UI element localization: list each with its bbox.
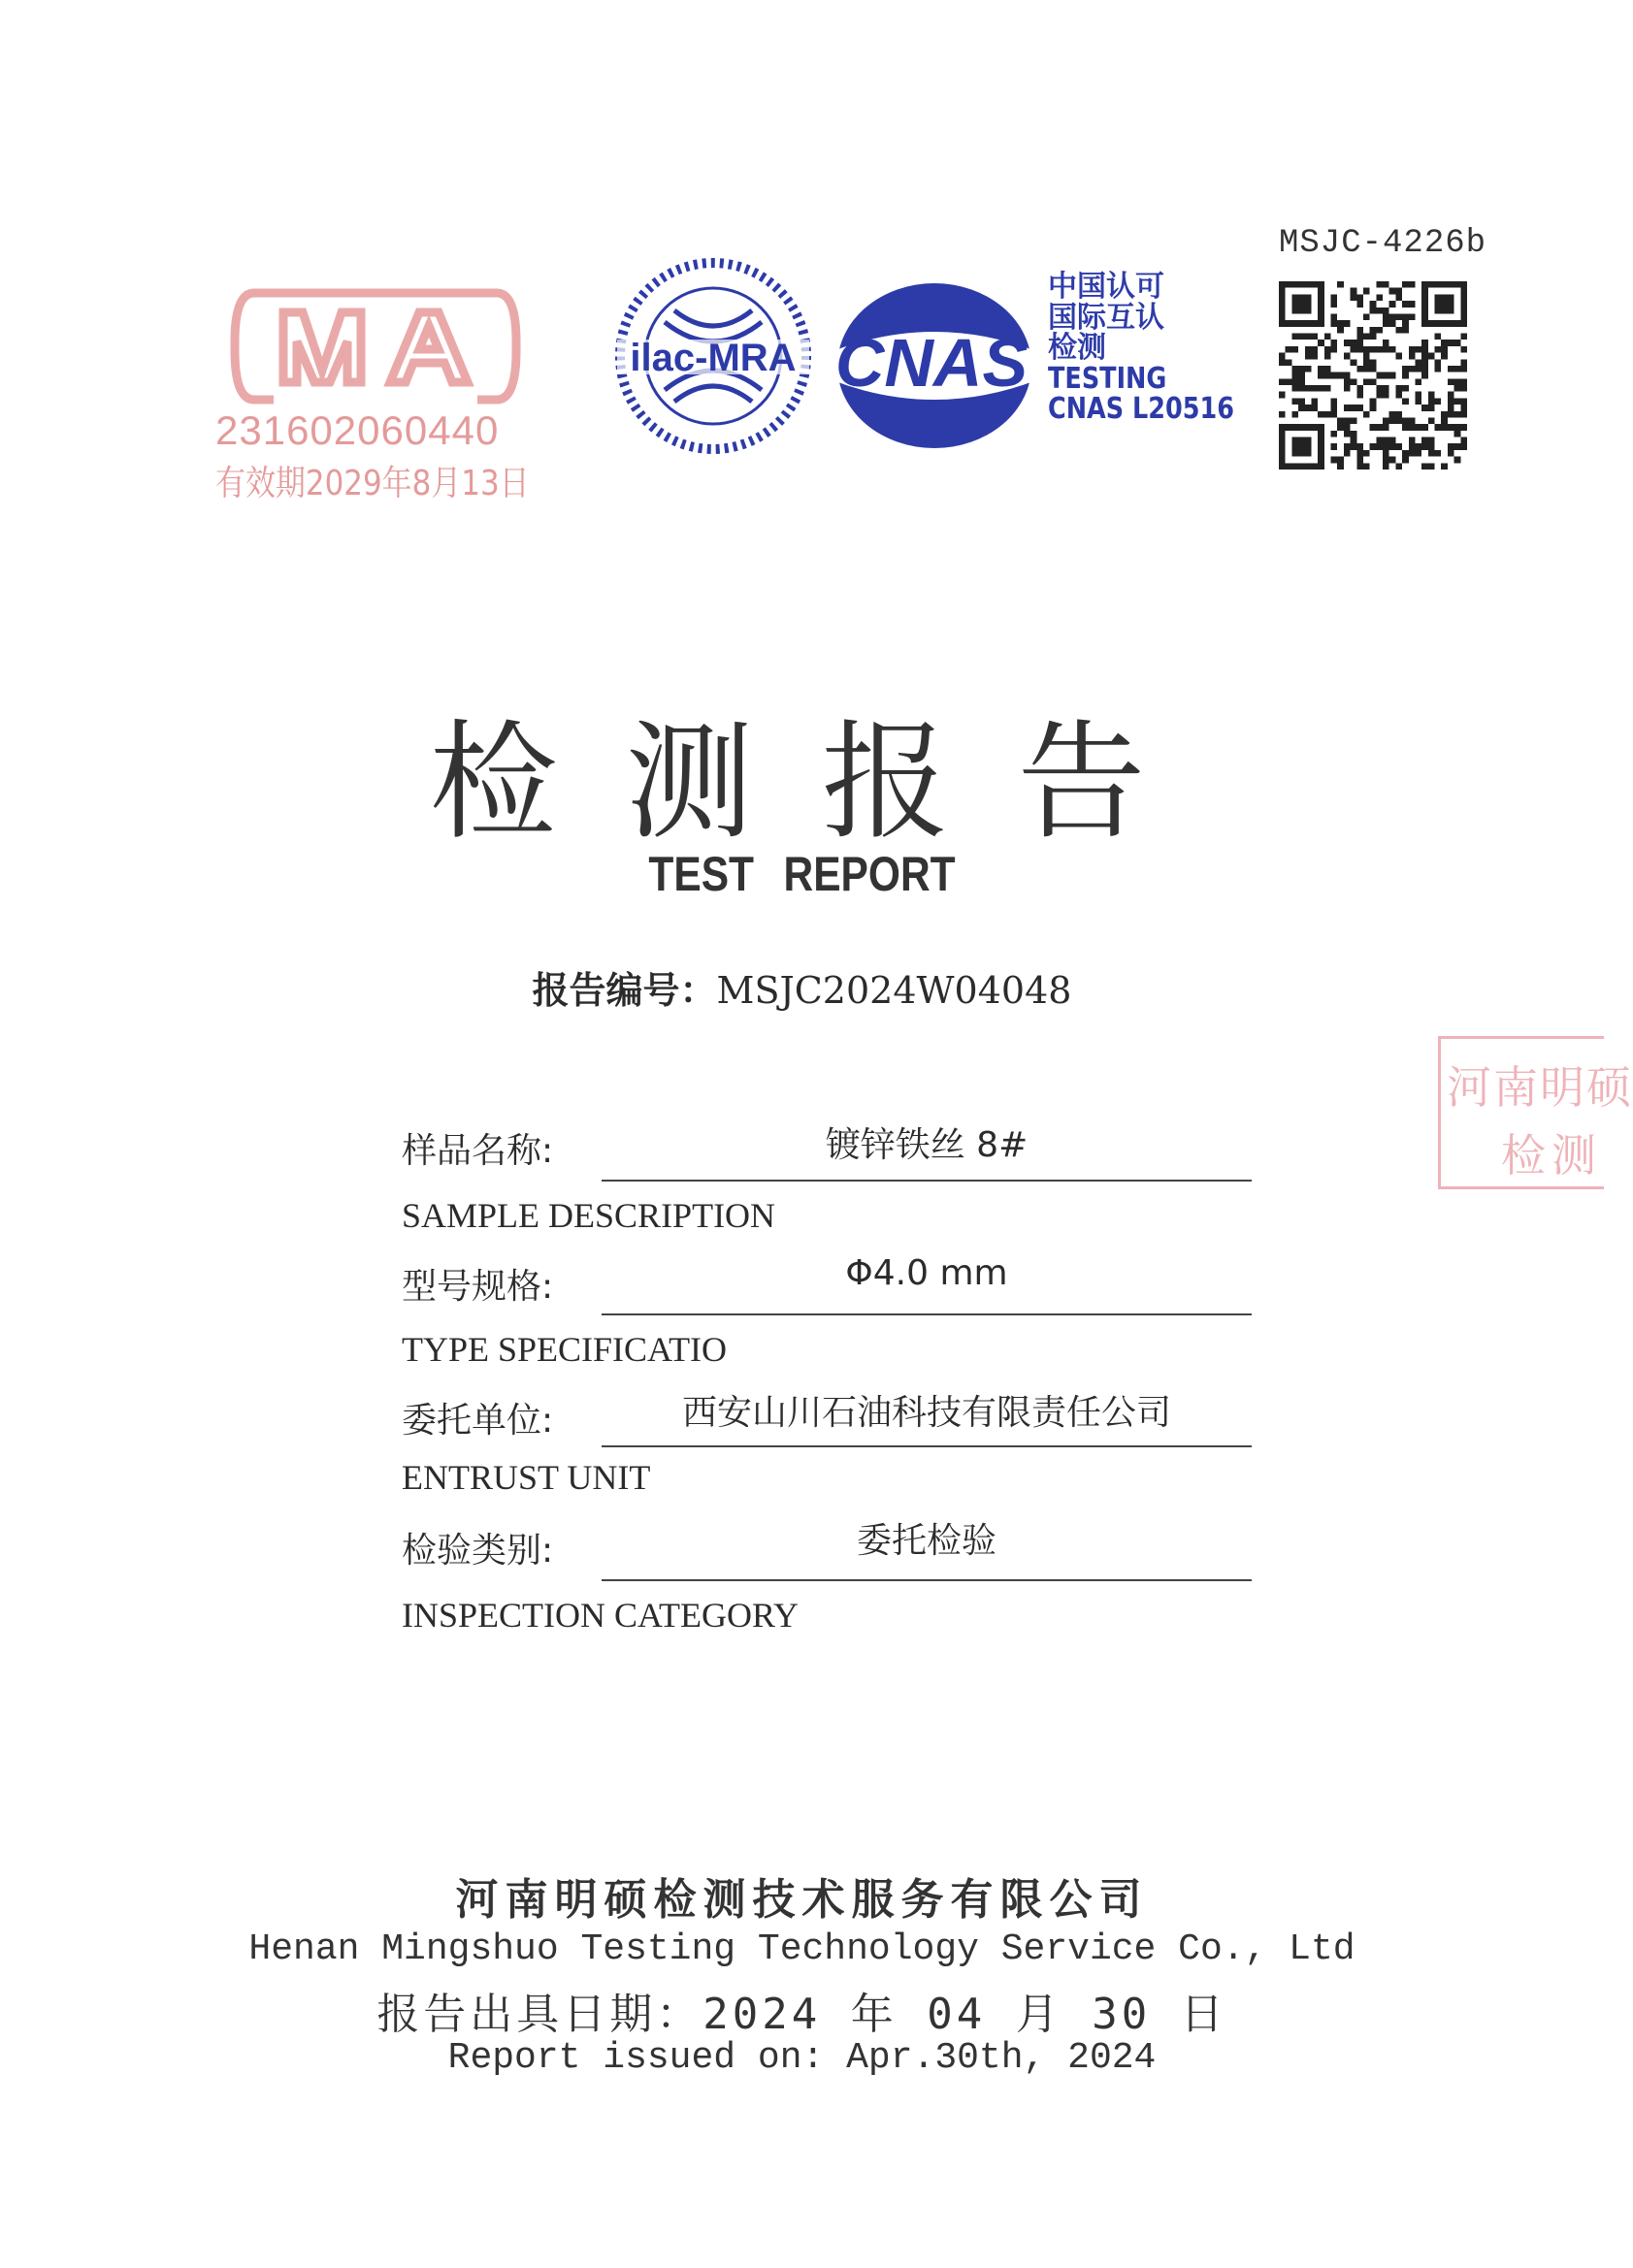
document-code: MSJC-4226b [1279,225,1487,262]
type-spec-value: Φ4.0 mm [845,1253,1008,1293]
cnas-line-2: 国际互认 [1048,300,1164,335]
type-spec-underline [602,1313,1252,1315]
issue-date-chinese: 报告出具日期：2024 年 04 月 30 日 [376,1990,1227,2039]
stamp-line-1: 河南明硕 [1447,1061,1633,1114]
cnas-line-4: TESTING [1048,361,1167,396]
sample-name-underline [602,1180,1252,1182]
issue-date-english: Report issued on: Apr.30th, 2024 [447,2037,1157,2079]
ilac-mra-logo-icon [611,254,815,458]
report-number [0,960,1604,1014]
svg-text:ilac-MRA: ilac-MRA [630,337,797,379]
entrust-unit-label: 委托单位: [402,1401,554,1441]
inspection-category-label-en: INSPECTION CATEGORY [402,1596,800,1635]
company-name-english: Henan Mingshuo Testing Technology Service Co., Ltd [248,1928,1355,1970]
qr-code-icon [1279,281,1467,470]
report-number-label: 报告编号： [532,969,717,1012]
stamp-line-2: 检测 [1501,1129,1602,1182]
sample-name-label-en: SAMPLE DESCRIPTION [402,1196,776,1235]
entrust-unit-value: 西安山川石油科技有限责任公司 [681,1393,1171,1433]
entrust-unit-underline [602,1445,1252,1447]
cnas-accreditation-text [1048,272,1267,425]
entrust-unit-label-en: ENTRUST UNIT [402,1458,651,1497]
cma-number: 231602060440 [215,407,500,453]
sample-name-label: 样品名称: [402,1131,554,1171]
cma-validity: 有效期2029年8月13日 [215,464,530,503]
cnas-line-3: 检测 [1048,331,1106,365]
inspection-category-value: 委托检验 [856,1521,996,1561]
title-english: TEST REPORT [648,847,956,901]
inspection-category-underline [602,1579,1252,1581]
report-number-value: MSJC2024W04048 [716,969,1072,1012]
cnas-line-5: CNAS L20516 [1048,392,1235,426]
inspection-category-label: 检验类别: [402,1531,554,1571]
sample-name-value: 镀锌铁丝 8# [825,1125,1029,1165]
company-stamp [1438,1036,1633,1189]
type-spec-label-en: TYPE SPECIFICATIO [402,1330,728,1369]
cnas-line-1: 中国认可 [1048,270,1164,304]
cnas-logo-icon [823,274,1046,458]
type-spec-label: 型号规格: [402,1267,554,1307]
svg-text:CNAS: CNAS [834,325,1029,401]
company-name-chinese: 河南明硕检测技术服务有限公司 [455,1875,1149,1925]
title-chinese: 检测报告 [429,708,1214,858]
